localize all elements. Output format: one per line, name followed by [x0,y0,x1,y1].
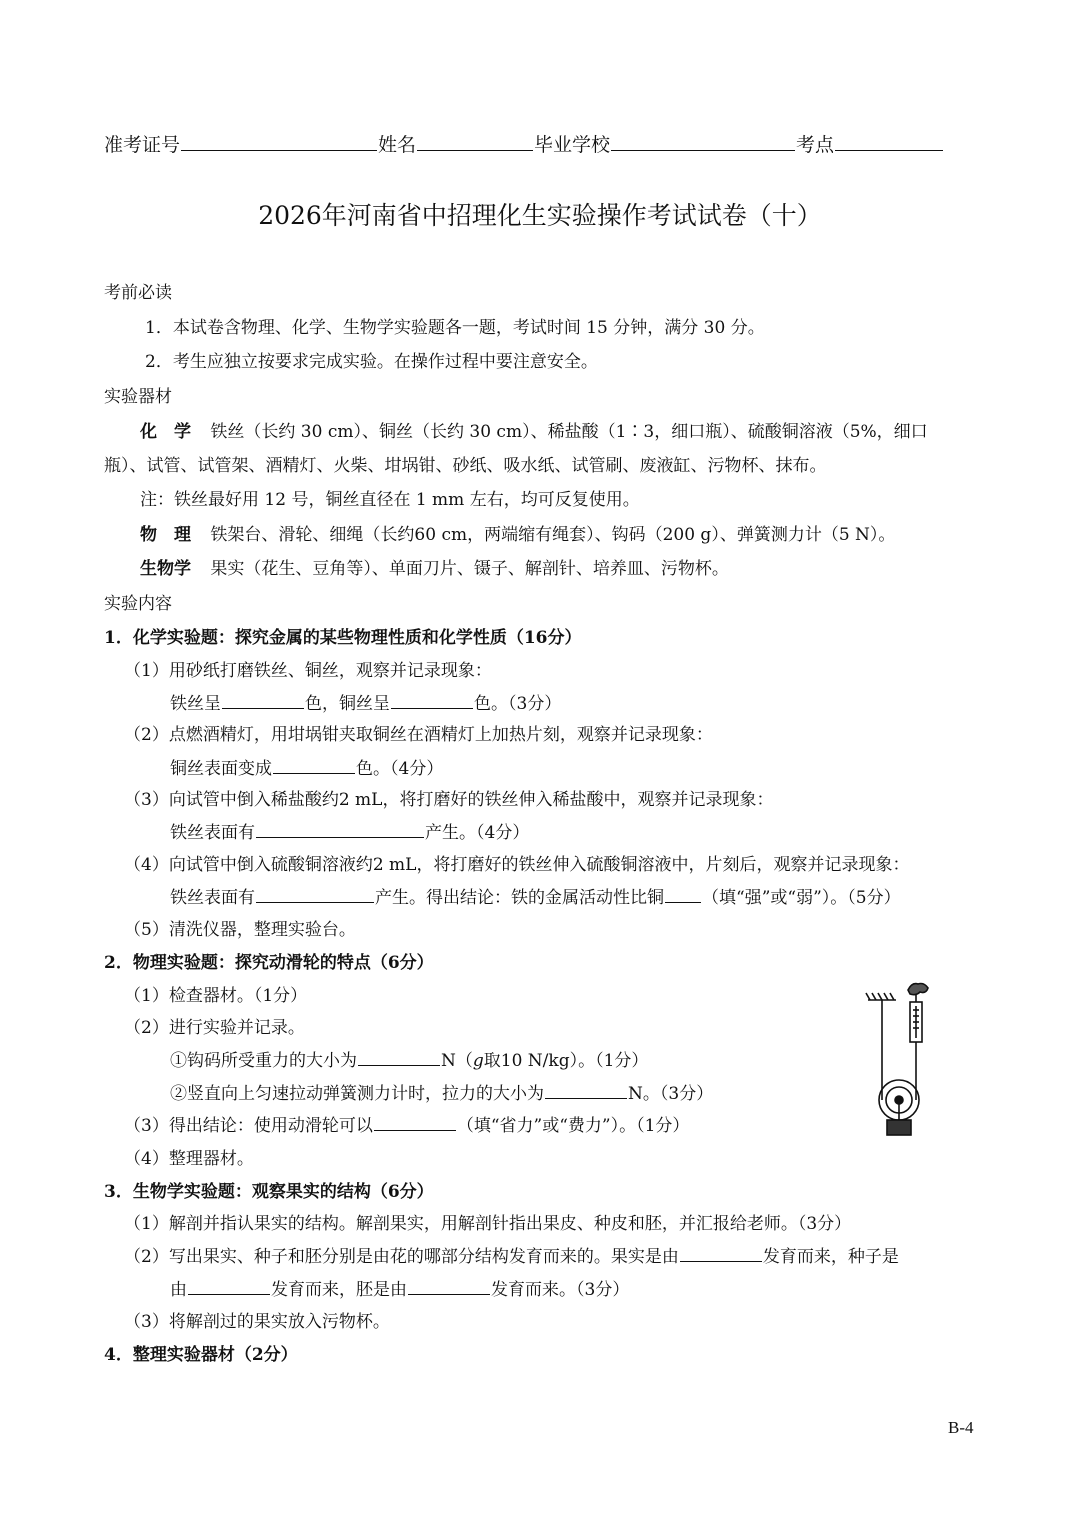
text: N（ [441,1051,473,1071]
q2-step-2a [170,1049,648,1072]
equipment-note: 注：铁丝最好用 12 号，铜丝直径在 1 mm 左右，均可反复使用。 [140,490,640,510]
text: ②竖直向上匀速拉动弹簧测力计时，拉力的大小为 [170,1084,544,1104]
page-number: B-4 [948,1418,974,1437]
equipment-biology [140,558,729,580]
text: 发育而来，胚是由 [271,1280,407,1300]
q3-step-2 [124,1245,899,1268]
heated-copper-color-blank[interactable] [273,757,355,774]
g-symbol: g [472,1051,484,1071]
copper-color-blank[interactable] [391,692,473,709]
text: （3）得出结论：使用动滑轮可以 [124,1116,373,1136]
site-blank[interactable] [835,134,943,151]
hcl-reaction-blank[interactable] [256,821,424,838]
biology-label: 生物学 [140,559,191,579]
q1-step-2: （2）点燃酒精灯，用坩埚钳夹取铜丝在酒精灯上加热片刻，观察并记录现象： [124,725,713,745]
conclusion-blank[interactable] [374,1114,456,1131]
q1-step-3: （3）向试管中倒入稀盐酸约2 mL，将打磨好的铁丝伸入稀盐酸中，观察并记录现象： [124,790,774,810]
q3-step-3: （3）将解剖过的果实放入污物杯。 [124,1312,390,1332]
q1-title: 1．化学实验题：探究金属的某些物理性质和化学性质（16分） [104,628,582,648]
q3-step-1: （1）解剖并指认果实的结构。解剖果实，用解剖针指出果皮、种皮和胚，并汇报给老师。（3分） [124,1214,852,1234]
cuso4-reaction-blank[interactable] [256,886,374,903]
text: 产生。（4分） [425,823,530,843]
text: N。（3分） [628,1084,714,1104]
exam-id-label: 准考证号 [104,134,181,156]
pull-force-blank[interactable] [545,1082,627,1099]
text: 铁丝表面有 [170,888,255,908]
chemistry-text: 铁丝（长约 30 cm）、铜丝（长约 30 cm）、稀盐酸（1∶3，细口瓶）、硫酸铜溶液（5%，细口 [210,422,928,442]
text: 由 [170,1280,187,1300]
seed-origin-blank[interactable] [188,1278,270,1295]
text: 发育而来，种子是 [762,1247,899,1267]
notice-item: 2．考生应独立按要求完成实验。在操作过程中要注意安全。 [145,352,598,372]
q3-title: 3．生物学实验题：观察果实的结构（6分） [104,1182,434,1202]
candidate-info-row [104,133,976,157]
q2-step-4: （4）整理器材。 [124,1149,254,1169]
notice-item: 1．本试卷含物理、化学、生物学实验题各一题，考试时间 15 分钟，满分 30 分。 [145,318,765,338]
biology-text: 果实（花生、豆角等）、单面刀片、镊子、解剖针、培养皿、污物杯。 [210,559,729,579]
q2-step-2b [170,1082,713,1105]
q1-step-4: （4）向试管中倒入硫酸铜溶液约2 mL，将打磨好的铁丝伸入硫酸铜溶液中，片刻后，观察并记录现象： [124,855,910,875]
chemistry-label: 化 学 [140,422,191,442]
q2-step-1: （1）检查器材。（1分） [124,986,308,1006]
text: ①钩码所受重力的大小为 [170,1051,357,1071]
equipment-physics [140,524,895,546]
text: 铜丝表面变成 [170,759,272,779]
q1-step-4-answer [170,886,901,909]
equipment-chemistry [140,421,928,443]
physics-text: 铁架台、滑轮、细绳（长约60 cm，两端缩有绳套）、钩码（200 g）、弹簧测力计（5 N）。 [210,525,896,545]
q2-step-3 [124,1114,689,1137]
name-blank[interactable] [417,134,533,151]
q1-step-1: （1）用砂纸打磨铁丝、铜丝，观察并记录现象： [124,661,492,681]
q3-step-2-cont [170,1278,629,1301]
q1-step-5: （5）清洗仪器，整理实验台。 [124,920,356,940]
q1-step-3-answer [170,821,529,844]
text: （填“强”或“弱”）。（5分） [702,888,901,908]
q4-title: 4．整理实验器材（2分） [104,1345,298,1365]
school-blank[interactable] [611,134,795,151]
q1-step-1-answer [170,692,561,715]
text: 铁丝呈 [170,694,221,714]
equipment-chemistry-cont: 瓶）、试管、试管架、酒精灯、火柴、坩埚钳、砂纸、吸水纸、试管刷、废液缸、污物杯、抹布。 [104,456,827,476]
weight-force-blank[interactable] [358,1049,440,1066]
site-label: 考点 [796,134,835,156]
page-title: 2026年河南省中招理化生实验操作考试试卷（十） [258,201,822,230]
text: 发育而来。（3分） [491,1280,630,1300]
q2-title: 2．物理实验题：探究动滑轮的特点（6分） [104,953,434,973]
fruit-origin-blank[interactable] [680,1245,762,1262]
name-label: 姓名 [378,134,417,156]
school-label: 毕业学校 [534,134,611,156]
content-heading: 实验内容 [104,594,172,614]
q1-step-2-answer [170,757,443,780]
iron-color-blank[interactable] [222,692,304,709]
activity-compare-blank[interactable] [665,886,701,903]
physics-label: 物 理 [140,525,191,545]
text: 取10 N/kg）。（1分） [483,1051,649,1071]
equipment-heading: 实验器材 [104,387,172,407]
text: （2）写出果实、种子和胚分别是由花的哪部分结构发育而来的。果实是由 [124,1247,679,1267]
movable-pulley-diagram [862,980,942,1140]
q2-step-2: （2）进行实验并记录。 [124,1018,305,1038]
text: 产生。得出结论：铁的金属活动性比铜 [375,888,664,908]
text: 铁丝表面有 [170,823,255,843]
exam-id-blank[interactable] [181,134,377,151]
embryo-origin-blank[interactable] [408,1278,490,1295]
text: 色，铜丝呈 [305,694,390,714]
text: 色。（3分） [474,694,562,714]
notice-heading: 考前必读 [104,283,172,303]
text: 色。（4分） [356,759,444,779]
text: （填“省力”或“费力”）。（1分） [456,1116,690,1136]
